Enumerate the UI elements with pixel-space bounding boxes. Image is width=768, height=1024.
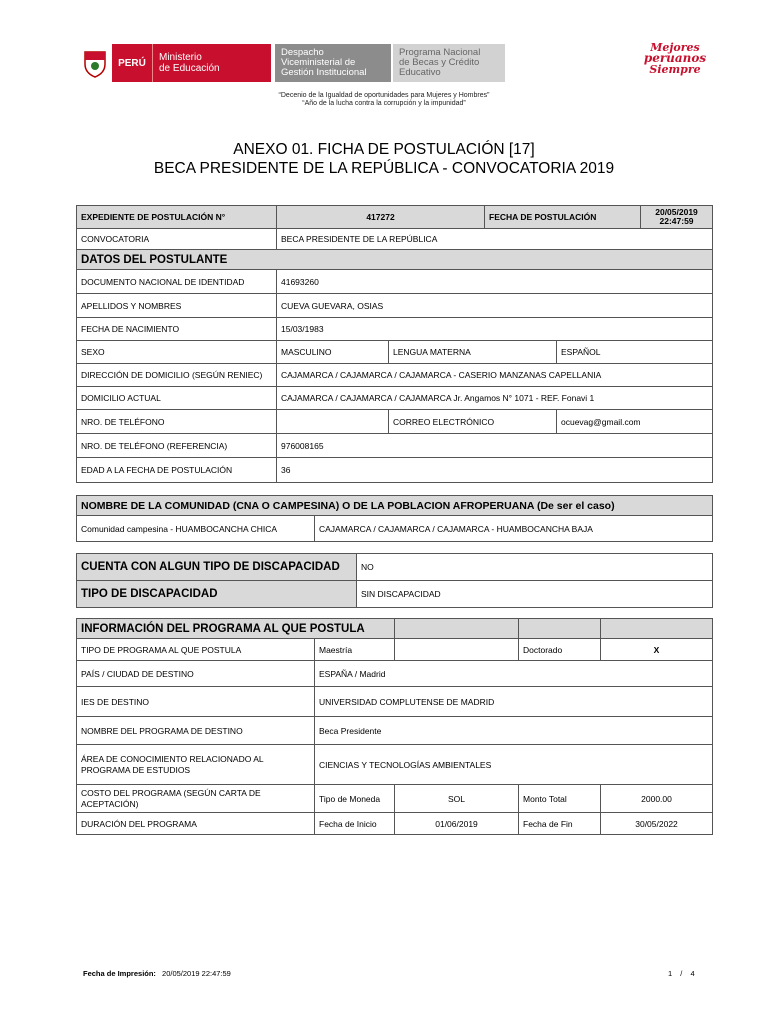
despacho-line: Despacho [281,47,324,58]
table-row [77,250,713,270]
table-row [77,554,713,581]
table-row [77,661,713,687]
page-separator: / [680,969,683,978]
inicio-label: Fecha de Inicio [315,813,395,835]
correo-label: CORREO ELECTRÓNICO [389,410,557,434]
domicilio-label: DOMICILIO ACTUAL [77,387,277,410]
telefono-label: NRO. DE TELÉFONO [77,410,277,434]
peru-logo-text: PERÚ [112,44,152,82]
costo-label: COSTO DEL PROGRAMA (SEGÚN CARTA DE ACEPTACIÓN) [77,785,315,813]
table-row [77,318,713,341]
slogan-line: Siempre [649,63,701,76]
decenio-banner [0,92,768,108]
nombre-programa-value: Beca Presidente [315,717,713,745]
comunidad-nombre: Comunidad campesina - HUAMBOCANCHA CHICA [77,516,315,542]
nombre-programa-label: NOMBRE DEL PROGRAMA DE DESTINO [77,717,315,745]
impresion-value: 20/05/2019 22:47:59 [162,969,231,978]
area-label: ÁREA DE CONOCIMIENTO RELACIONADO AL PROGRAMA DE ESTUDIOS [77,745,315,785]
domicilio-value: CAJAMARCA / CAJAMARCA / CAJAMARCA Jr. Angamos N° 1071 - REF. Fonavi 1 [277,387,713,410]
peru-shield-icon [78,44,112,82]
table-row [77,341,713,364]
document-title [0,140,768,178]
ministerio-line: de Educación [159,63,220,74]
programa-logo [393,44,505,82]
discapacidad-value: NO [357,554,713,581]
table-row [77,294,713,318]
title-line-1: ANEXO 01. FICHA DE POSTULACIÓN [17] [233,141,535,158]
edad-label: EDAD A LA FECHA DE POSTULACIÓN [77,458,277,483]
page-number: 1 [668,969,673,978]
expediente-value: 417272 [277,206,485,229]
maestria-label: Maestría [315,639,395,661]
fecha-postulacion-value [641,206,713,229]
table-row [77,785,713,813]
table-row [77,206,713,229]
header-cell [519,619,601,639]
discapacidad-table [76,553,713,608]
discapacidad-label: CUENTA CON ALGUN TIPO DE DISCAPACIDAD [77,554,357,581]
fin-label: Fecha de Fin [519,813,601,835]
programa-table [76,618,713,835]
ies-value: UNIVERSIDAD COMPLUTENSE DE MADRID [315,687,713,717]
table-row [77,387,713,410]
nombres-label: APELLIDOS Y NOMBRES [77,294,277,318]
tipo-discapacidad-label: TIPO DE DISCAPACIDAD [77,581,357,608]
doctorado-label: Doctorado [519,639,601,661]
mejores-peruanos-logo [640,42,710,75]
area-value: CIENCIAS Y TECNOLOGÍAS AMBIENTALES [315,745,713,785]
table-row [77,458,713,483]
table-row [77,364,713,387]
pais-label: PAÍS / CIUDAD DE DESTINO [77,661,315,687]
table-row [77,745,713,785]
moneda-value: SOL [395,785,519,813]
lengua-label: LENGUA MATERNA [389,341,557,364]
section-programa: INFORMACIÓN DEL PROGRAMA AL QUE POSTULA [77,619,395,639]
table-row [77,687,713,717]
doctorado-mark: X [601,639,713,661]
despacho-line: Gestión Institucional [281,67,367,78]
table-row [77,434,713,458]
moneda-label: Tipo de Moneda [315,785,395,813]
convocatoria-label: CONVOCATORIA [77,229,277,250]
nacimiento-value: 15/03/1983 [277,318,713,341]
telefono-value [277,410,389,434]
telref-label: NRO. DE TELÉFONO (REFERENCIA) [77,434,277,458]
despacho-logo [275,44,391,82]
programa-line: Educativo [399,67,441,78]
table-row [77,619,713,639]
postulante-table [76,205,713,483]
inicio-value: 01/06/2019 [395,813,519,835]
lengua-value: ESPAÑOL [557,341,713,364]
tipo-programa-label: TIPO DE PROGRAMA AL QUE POSTULA [77,639,315,661]
anio-text: “Año de la lucha contra la corrupción y la impunidad” [302,100,466,107]
page-total: 4 [690,969,695,978]
table-row [77,639,713,661]
table-row [77,581,713,608]
title-line-2: BECA PRESIDENTE DE LA REPÚBLICA - CONVOCATORIA 2019 [153,160,615,177]
telref-value: 976008165 [277,434,713,458]
table-row [77,410,713,434]
correo-value: ocuevag@gmail.com [557,410,713,434]
header-cell [395,619,519,639]
dni-label: DOCUMENTO NACIONAL DE IDENTIDAD [77,270,277,294]
slogan-line: peruanos [643,51,707,65]
table-row [77,496,713,516]
section-datos-postulante: DATOS DEL POSTULANTE [77,250,713,270]
table-row [77,813,713,835]
fecha-time: 22:47:59 [659,216,694,226]
sexo-label: SEXO [77,341,277,364]
decenio-text: “Decenio de la Igualdad de oportunidades para Mujeres y Hombres” [278,92,490,99]
despacho-line: Viceministerial de [281,57,356,68]
dni-value: 41693260 [277,270,713,294]
table-row [77,717,713,745]
monto-value: 2000.00 [601,785,713,813]
fecha-impresion [83,969,231,978]
tipo-discapacidad-value: SIN DISCAPACIDAD [357,581,713,608]
slogan-line: Mejores [650,41,700,54]
comunidad-ubicacion: CAJAMARCA / CAJAMARCA / CAJAMARCA - HUAMBOCANCHA BAJA [315,516,713,542]
fecha-date: 20/05/2019 [655,207,698,217]
table-row [77,270,713,294]
sexo-value: MASCULINO [277,341,389,364]
monto-label: Monto Total [519,785,601,813]
programa-line: de Becas y Crédito [399,57,480,68]
direccion-value: CAJAMARCA / CAJAMARCA / CAJAMARCA - CASERIO MANZANAS CAPELLANIA [277,364,713,387]
header-cell [601,619,713,639]
nombres-value: CUEVA GUEVARA, OSIAS [277,294,713,318]
edad-value: 36 [277,458,713,483]
table-row [77,516,713,542]
ies-label: IES DE DESTINO [77,687,315,717]
duracion-label: DURACIÓN DEL PROGRAMA [77,813,315,835]
ministerio-logo [152,44,271,82]
impresion-label: Fecha de Impresión: [83,969,156,978]
page-indicator [668,969,695,978]
comunidad-table [76,495,713,542]
institution-header [78,44,505,82]
pais-value: ESPAÑA / Madrid [315,661,713,687]
maestria-mark [395,639,519,661]
direccion-label: DIRECCIÓN DE DOMICILIO (SEGÚN RENIEC) [77,364,277,387]
fecha-postulacion-label: FECHA DE POSTULACIÓN [485,206,641,229]
nacimiento-label: FECHA DE NACIMIENTO [77,318,277,341]
convocatoria-value: BECA PRESIDENTE DE LA REPÚBLICA [277,229,713,250]
section-comunidad: NOMBRE DE LA COMUNIDAD (CNA O CAMPESINA) O DE LA POBLACION AFROPERUANA (De ser el caso) [77,496,713,516]
expediente-label: EXPEDIENTE DE POSTULACIÓN N° [77,206,277,229]
programa-line: Programa Nacional [399,47,481,58]
fin-value: 30/05/2022 [601,813,713,835]
table-row [77,229,713,250]
ministerio-line: Ministerio [159,52,202,63]
